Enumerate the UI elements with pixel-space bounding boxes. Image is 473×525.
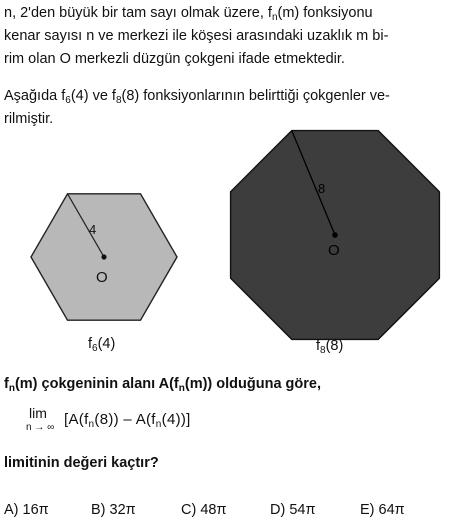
option-a-letter: A) bbox=[4, 502, 19, 518]
option-b-value: 32π bbox=[109, 502, 136, 518]
limit-expression bbox=[26, 405, 326, 441]
figures-intro-sub2: 8 bbox=[115, 95, 122, 106]
octagon-caption-f: f bbox=[316, 338, 321, 354]
octagon-center-label: O bbox=[328, 242, 340, 259]
option-b-letter: B) bbox=[91, 502, 106, 518]
figures-intro-sub1: 6 bbox=[65, 95, 71, 106]
intro-line-3: rim olan O merkezli düzgün çokgeni ifade etmektedir. bbox=[4, 51, 345, 67]
figures-intro-line-2: rilmiştir. bbox=[4, 111, 54, 127]
option-c[interactable] bbox=[181, 502, 226, 518]
hexagon-caption-f: f bbox=[88, 336, 93, 352]
question-line bbox=[4, 373, 466, 396]
hexagon-caption bbox=[88, 336, 115, 352]
option-e[interactable] bbox=[360, 502, 405, 518]
hexagon-figure bbox=[31, 194, 177, 320]
octagon-caption-arg: (8) bbox=[325, 338, 344, 354]
option-d-letter: D) bbox=[270, 502, 286, 518]
figures-intro-a: Aşağıda f bbox=[4, 88, 66, 104]
question-b: (m) çokgeninin alanı A(f bbox=[14, 376, 179, 392]
question-sub2: n bbox=[178, 383, 185, 394]
octagon-center-dot bbox=[332, 232, 338, 238]
hexagon-radius-label: 4 bbox=[89, 222, 97, 237]
option-d[interactable] bbox=[270, 502, 315, 518]
question-sub1: n bbox=[8, 383, 15, 394]
intro-line-1-sub: n bbox=[271, 12, 278, 23]
intro-line-2: kenar sayısı n ve merkezi ile köşesi arasındaki uzaklık m bi- bbox=[4, 28, 389, 44]
limit-body-b: (8)) – A(f bbox=[94, 411, 156, 428]
figures-intro-c: (8) fonksiyonlarının belirttiği çokgenler ve- bbox=[121, 88, 390, 104]
octagon-figure bbox=[231, 131, 440, 340]
option-c-letter: C) bbox=[181, 502, 197, 518]
limit-body bbox=[64, 411, 191, 428]
limit-body-c: (4))] bbox=[161, 411, 191, 428]
hexagon-caption-sub: 6 bbox=[92, 343, 98, 354]
figures-intro-b: (4) ve f bbox=[70, 88, 116, 104]
hexagon-center-label: O bbox=[96, 269, 108, 286]
octagon-caption bbox=[316, 338, 343, 354]
hexagon-center-dot bbox=[101, 254, 106, 259]
intro-line-1-end: (m) fonksiyonu bbox=[277, 5, 373, 21]
question-f: f bbox=[4, 376, 9, 392]
limit-word: lim bbox=[29, 405, 47, 421]
ask-line: limitinin değeri kaçtır? bbox=[4, 455, 159, 471]
limit-body-sub2: n bbox=[155, 419, 162, 430]
limit-body-a: [A(f bbox=[64, 411, 89, 428]
question-c: (m)) olduğuna göre, bbox=[184, 376, 321, 392]
option-e-value: 64π bbox=[378, 502, 405, 518]
limit-body-sub1: n bbox=[88, 419, 95, 430]
octagon-caption-sub: 8 bbox=[320, 345, 326, 356]
option-e-letter: E) bbox=[360, 502, 375, 518]
option-a-value: 16π bbox=[22, 502, 49, 518]
limit-subscript: n → ∞ bbox=[26, 422, 55, 433]
hexagon-caption-arg: (4) bbox=[97, 336, 116, 352]
option-c-value: 48π bbox=[200, 502, 227, 518]
intro-line-1-text: n, 2'den büyük bir tam sayı olmak üzere, f bbox=[4, 5, 272, 21]
octagon-radius-label: 8 bbox=[318, 181, 326, 196]
option-a[interactable] bbox=[4, 502, 49, 518]
option-b[interactable] bbox=[91, 502, 136, 518]
option-d-value: 54π bbox=[289, 502, 316, 518]
